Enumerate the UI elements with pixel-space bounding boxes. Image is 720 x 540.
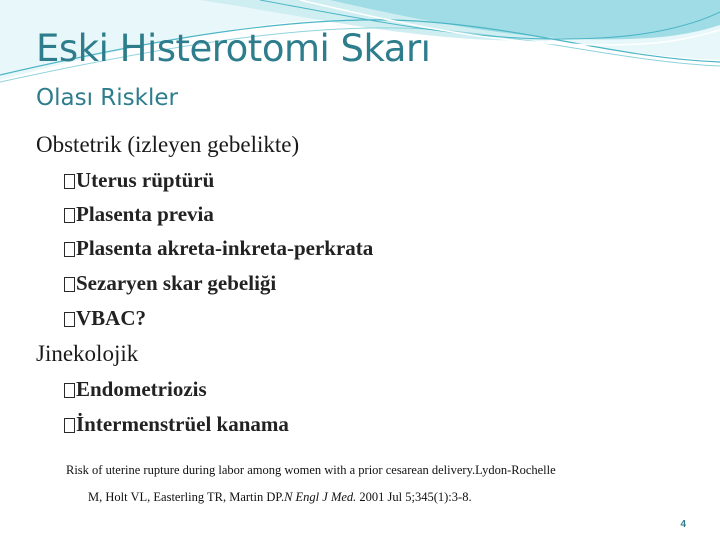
- list-item: [64, 273, 276, 294]
- list-item: [64, 238, 373, 259]
- bullet-box-icon: [64, 383, 75, 398]
- reference-line-2: [88, 491, 472, 504]
- page-number: 4: [680, 519, 686, 530]
- reference-line-1: Risk of uterine rupture during labor among women with a prior cesarean delivery.Lydon-Rochelle: [66, 463, 556, 477]
- list-item-label: Uterus rüptürü: [76, 168, 215, 192]
- list-item: [64, 414, 289, 435]
- reference-authors: M, Holt VL, Easterling TR, Martin DP.: [88, 490, 285, 504]
- list-item: [64, 308, 146, 329]
- bullet-box-icon: [64, 277, 75, 292]
- list-item-label: Sezaryen skar gebeliği: [76, 271, 277, 295]
- list-item: [64, 170, 214, 191]
- list-item-label: VBAC?: [76, 306, 147, 330]
- reference-citation: 2001 Jul 5;345(1):3-8.: [356, 490, 472, 504]
- section-heading-obstetrik: Obstetrik (izleyen gebelikte): [36, 132, 300, 157]
- slide-title: Eski Histerotomi Skarı: [36, 27, 431, 70]
- list-item-label: Endometriozis: [76, 377, 207, 401]
- list-item: [64, 379, 207, 400]
- bullet-box-icon: [64, 312, 75, 327]
- section-heading-jinekolojik: Jinekolojik: [36, 341, 139, 366]
- bullet-box-icon: [64, 418, 75, 433]
- list-item-label: İntermenstrüel kanama: [76, 412, 289, 436]
- slide-subtitle: Olası Riskler: [36, 85, 178, 111]
- list-item: [64, 204, 214, 225]
- reference-journal: N Engl J Med.: [284, 490, 357, 504]
- list-item-label: Plasenta previa: [76, 202, 214, 226]
- list-item-label: Plasenta akreta-inkreta-perkrata: [76, 236, 374, 260]
- bullet-box-icon: [64, 174, 75, 189]
- bullet-box-icon: [64, 208, 75, 223]
- bullet-box-icon: [64, 242, 75, 257]
